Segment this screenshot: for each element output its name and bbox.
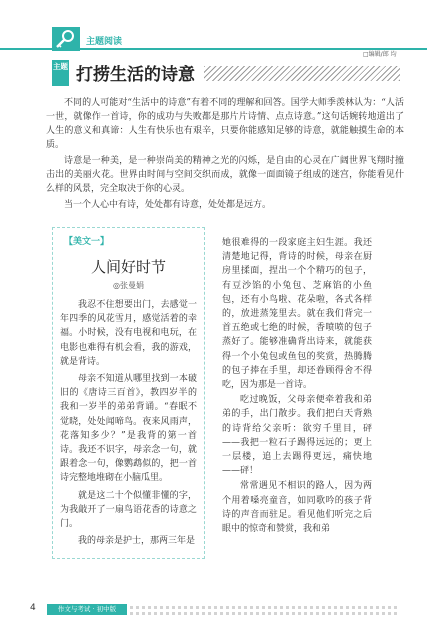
essay-paragraph: 就是这二十个似懂非懂的字，为我敲开了一扇鸟语花香的诗意之门。 xyxy=(60,490,197,530)
essay-author: ◎张曼娟 xyxy=(113,281,144,290)
intro-paragraph: 当一个人心中有诗，处处都有诗意，处处都是远方。 xyxy=(64,200,272,210)
right-column xyxy=(222,236,372,536)
page-title: 打捞生活的诗意 xyxy=(76,65,195,85)
essay-paragraph: 常常遇见不相识的路人，因为两个用着嗓亮童音，如同歌吟的孩子背诗的声音而驻足。看见他们听完之后眼中的惊奇和赞赏，我和弟 xyxy=(222,481,372,535)
title-decoration xyxy=(204,66,400,81)
footer-pattern xyxy=(130,604,400,615)
essay-paragraph: 她很难得的一段家庭主妇生涯。我还清楚地记得，背诗的时候，母亲在厨房里揉面，捏出一个个精巧的包子，有豆沙馅的小兔包、芝麻馅的小鱼包，还有小鸟啦、花朵啦，各式各样的，放进蒸笼里去。就在我们背完一首五绝或七绝的时候，香喷喷的包子蒸好了。能够准确背出诗来，就能获得一个小兔包或鱼包的奖赏，热腾腾的包子捧在手里，却还眷顾得舍不得吃，因为那是一首诗。 xyxy=(222,238,372,391)
intro-paragraph: 不同的人可能对“生活中的诗意”有着不同的理解和回答。国学大师季羡林认为：“人活一世，就像作一首诗，你的成功与失败都是那片片诗情、点点诗意。”这句话婉转地道出了人生的意义和真谛：人生有快乐也有艰辛，只要你能感知足够的诗意，就能触摸生命的本质。 xyxy=(46,98,404,150)
editor-credit: □编辑/郎 均 xyxy=(363,51,397,58)
essay-paragraph: 我的母亲是护士，那两三年是 xyxy=(78,536,196,547)
topic-tag xyxy=(52,60,69,86)
magazine-brand: 作文与考试 · 初中版 xyxy=(47,604,127,615)
topic-tag-text: 主题 xyxy=(53,62,68,71)
essay-paragraph: 母亲不知道从哪里找到一本破旧的《唐诗三百首》，教四岁半的我和一岁半的弟弟背诵。“春眠不觉晓，处处闻啼鸟。夜来风雨声，花落知多少？”是我背的第一首诗。我还不识字，母亲念一句，就跟着念一句，像鹦鹉似的，把一首诗完整地堆砌在小脑瓜里。 xyxy=(60,374,197,484)
essay-paragraph: 吃过晚饭，父母亲便牵着我和弟弟的手，出门散步。我们把白天背熟的诗背给父亲听：欲穷千里目，砰——我把一粒石子踢得远远的；更上一层楼，追上去踢得更远，痛快地——砰！ xyxy=(222,395,372,477)
section-title: 主题阅读 xyxy=(86,37,123,47)
essay-paragraph: 我忍不住想要出门，去感觉一年四季的风花雪月，感觉活着的幸福。小时候，没有电视和电玩，在电影也难得有机会看，我的游戏，就是背诗。 xyxy=(60,300,197,367)
essay-title: 人间好时节 xyxy=(90,258,166,276)
essay-tab-label: 【美文一】 xyxy=(64,237,110,247)
intro-paragraph: 诗意是一种美，是一种崇尚美的精神之光的闪烁，是自由的心灵在广阔世界飞翔时撞击出的美丽火花。世界由时间与空间交织而成，就像一面面镜子组成的迷宫，你能看见什么样的风景，完全取决于你的心灵。 xyxy=(46,156,404,194)
left-column xyxy=(60,298,197,548)
intro-block xyxy=(46,96,404,212)
page-number: 4 xyxy=(30,603,36,613)
